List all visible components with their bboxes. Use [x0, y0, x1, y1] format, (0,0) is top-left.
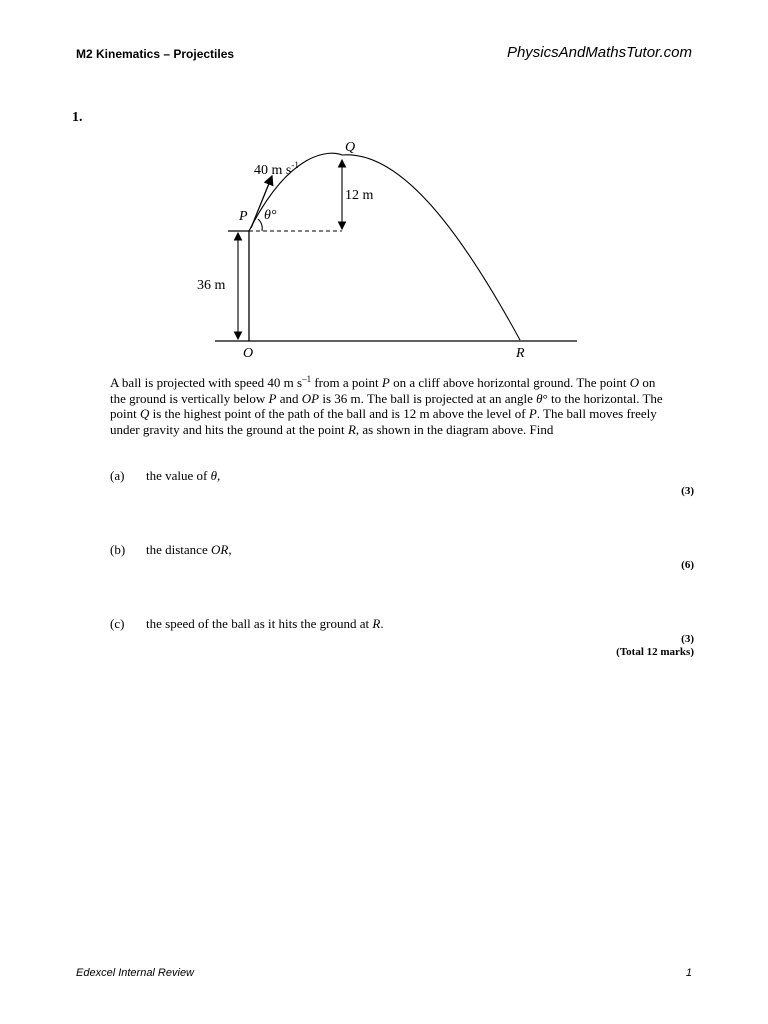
footer-source: Edexcel Internal Review	[76, 967, 195, 979]
header-title: M2 Kinematics – Projectiles	[76, 47, 235, 61]
page-number: 1	[685, 967, 692, 979]
theta-label: θ°	[264, 208, 277, 223]
part-b-marks: (6)	[681, 559, 694, 571]
trajectory-curve	[249, 153, 520, 340]
point-r-label: R	[516, 346, 525, 361]
part-a: (a) the value of θ,	[110, 468, 221, 483]
part-c: (c) the speed of the ball as it hits the ground at R.	[110, 616, 384, 631]
point-p-label: P	[239, 209, 248, 224]
header-site-name: PhysicsAndMathsTutor.com	[506, 44, 692, 61]
projectile-diagram	[0, 0, 768, 370]
point-q-label: Q	[345, 140, 356, 155]
angle-arc	[258, 219, 262, 231]
part-b: (b) the distance OR,	[110, 542, 232, 557]
point-o-label: O	[243, 346, 254, 361]
speed-label: 40 m $s^{-1}$	[254, 160, 299, 178]
question-number: 1.	[72, 110, 83, 125]
part-c-marks: (3)	[681, 633, 694, 645]
total-marks: (Total 12 marks)	[616, 646, 694, 658]
question-stem: A ball is projected with speed 40 m $s^{-1}$ from a point P on a cliff above horizontal ground. The point O on the ground is vertically below P and OP is 36 m. The ball is projected at an angle θ° to the horizontal. The point Q is the highest point of the path of the ball and is 12 m above the level of P. The ball moves freely under gravity and hits the ground at the point R, as shown in the diagram above. Find	[110, 374, 663, 437]
cliff-height-label: 36 m	[197, 278, 226, 293]
max-height-label: 12 m	[345, 188, 374, 203]
part-a-marks: (3)	[681, 485, 694, 497]
